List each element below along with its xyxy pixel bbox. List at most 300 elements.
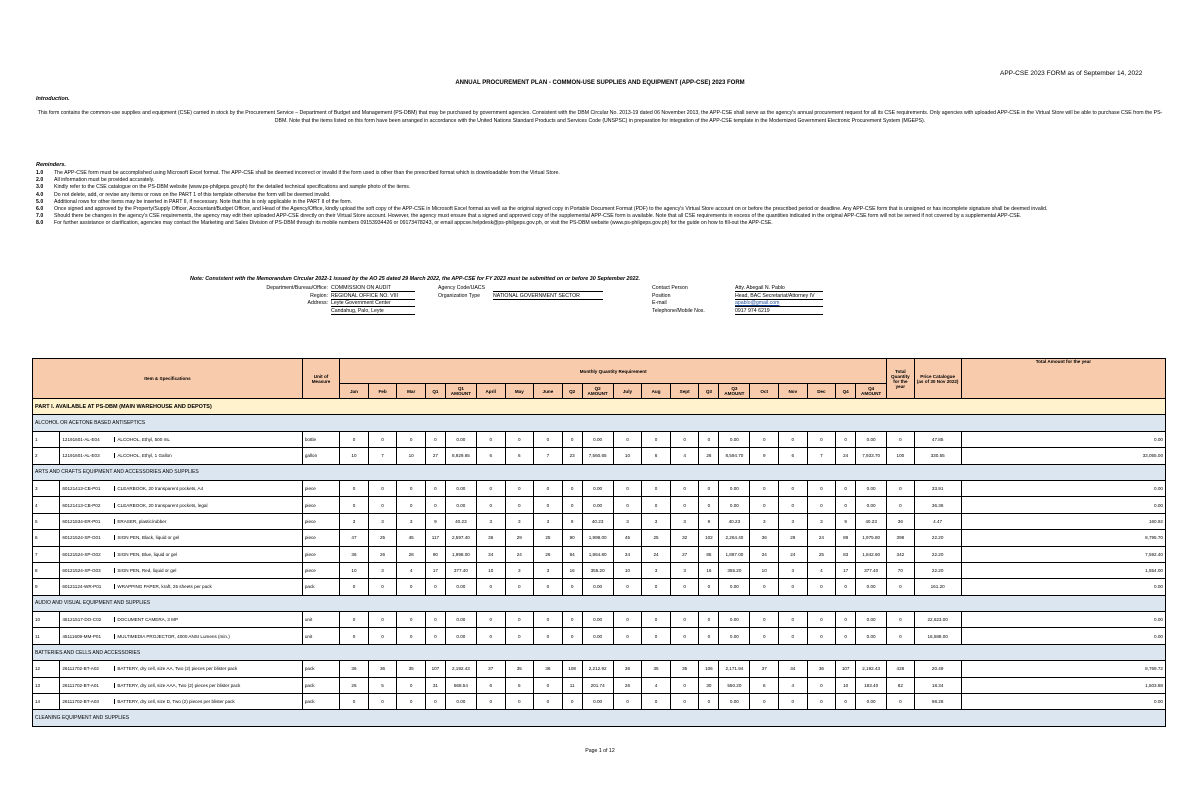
quantity-cell[interactable]: 0.00	[582, 480, 613, 496]
quantity-cell[interactable]: 3	[779, 513, 808, 529]
quantity-cell[interactable]: 0	[750, 694, 779, 710]
quantity-cell[interactable]: 23	[562, 448, 582, 464]
quantity-cell[interactable]: 0.00	[582, 612, 613, 628]
quantity-cell[interactable]: 9	[836, 513, 856, 529]
quantity-cell[interactable]: 3	[368, 513, 397, 529]
quantity-cell[interactable]: 3	[642, 562, 671, 578]
unit-of-measure: pack	[302, 694, 339, 710]
contact-field[interactable]: Atty. Abegail N. Pablo	[735, 285, 823, 292]
quantity-cell[interactable]: 0	[613, 694, 642, 710]
quantity-cell[interactable]: 24	[807, 530, 836, 546]
quantity-cell[interactable]: 3	[534, 562, 563, 578]
quantity-cell[interactable]: 0.00	[582, 628, 613, 644]
quantity-cell[interactable]: 36	[340, 661, 369, 677]
quantity-cell[interactable]: 0	[340, 480, 369, 496]
quantity-cell[interactable]: 0.00	[445, 628, 476, 644]
quantity-cell[interactable]: 0	[670, 431, 699, 447]
quantity-cell[interactable]: 0	[699, 579, 719, 595]
quantity-cell[interactable]: 6	[750, 677, 779, 693]
quantity-cell[interactable]: 0	[397, 579, 426, 595]
quantity-cell[interactable]: 0	[562, 480, 582, 496]
quantity-cell[interactable]: 6	[505, 448, 534, 464]
org-type-field[interactable]: NATIONAL GOVERNMENT SECTOR	[493, 293, 603, 300]
quantity-cell[interactable]: 0	[397, 694, 426, 710]
quantity-cell[interactable]: 4	[642, 677, 671, 693]
quantity-cell[interactable]: 3	[613, 513, 642, 529]
quantity-cell[interactable]: 0	[562, 628, 582, 644]
quantity-cell[interactable]: 0	[476, 694, 505, 710]
quantity-cell[interactable]: 0	[340, 612, 369, 628]
quantity-cell[interactable]: 31	[425, 677, 445, 693]
quantity-cell[interactable]: 0	[779, 480, 808, 496]
quantity-cell[interactable]: 0.00	[856, 431, 887, 447]
quantity-cell[interactable]: 0	[534, 612, 563, 628]
quantity-cell[interactable]: 0	[425, 480, 445, 496]
quantity-cell[interactable]: 6	[476, 448, 505, 464]
quantity-cell[interactable]: 0	[368, 628, 397, 644]
quantity-cell[interactable]: 0	[476, 628, 505, 644]
quantity-cell[interactable]: 3	[670, 562, 699, 578]
quantity-cell[interactable]: 0.00	[719, 612, 750, 628]
quantity-cell[interactable]: 377.40	[445, 562, 476, 578]
page-title: ANNUAL PROCUREMENT PLAN - COMMON-USE SUPPLIES AND EQUIPMENT (APP-CSE) 2023 FORM	[455, 80, 745, 86]
quantity-cell[interactable]: 7	[534, 448, 563, 464]
quantity-cell[interactable]: 0	[340, 694, 369, 710]
quantity-cell[interactable]: 0	[807, 628, 836, 644]
quantity-cell[interactable]: 37	[476, 661, 505, 677]
quantity-cell[interactable]: 10	[340, 448, 369, 464]
quantity-cell[interactable]: 24	[779, 546, 808, 562]
quantity-cell[interactable]: 0	[505, 612, 534, 628]
quantity-cell[interactable]: 40.23	[719, 513, 750, 529]
quantity-cell[interactable]: 40.23	[856, 513, 887, 529]
quantity-cell[interactable]: 0.00	[719, 480, 750, 496]
quantity-cell[interactable]: 8,929.65	[445, 448, 476, 464]
quantity-cell[interactable]: 0	[368, 431, 397, 447]
quantity-cell[interactable]: 0	[534, 480, 563, 496]
quantity-cell[interactable]: 85	[699, 546, 719, 562]
quantity-cell[interactable]: 40.23	[582, 513, 613, 529]
quantity-cell[interactable]: 0	[642, 579, 671, 595]
quantity-cell[interactable]: 1,887.00	[719, 546, 750, 562]
quantity-cell[interactable]: 0.00	[445, 579, 476, 595]
quantity-cell[interactable]: 3	[505, 562, 534, 578]
quantity-cell[interactable]: 2,264.40	[719, 530, 750, 546]
quantity-cell[interactable]: 0.00	[445, 480, 476, 496]
quantity-cell[interactable]: 0	[425, 612, 445, 628]
quantity-cell[interactable]: 4	[397, 562, 426, 578]
quantity-cell[interactable]: 36	[807, 661, 836, 677]
quantity-cell[interactable]: 0	[750, 497, 779, 513]
quantity-cell[interactable]: 90	[562, 530, 582, 546]
quantity-cell[interactable]: 2,192.43	[445, 661, 476, 677]
quantity-cell[interactable]: 0.00	[719, 497, 750, 513]
quantity-cell[interactable]: 0	[613, 431, 642, 447]
quantity-cell[interactable]: 0	[670, 497, 699, 513]
quantity-cell[interactable]: 0	[340, 431, 369, 447]
quantity-cell[interactable]: 3	[340, 513, 369, 529]
quantity-cell[interactable]: 17	[425, 562, 445, 578]
quantity-cell[interactable]: 183.40	[856, 677, 887, 693]
quantity-cell[interactable]: 9	[562, 513, 582, 529]
quantity-cell[interactable]: 0	[779, 579, 808, 595]
quantity-cell[interactable]: 0	[836, 480, 856, 496]
quantity-cell[interactable]: 0	[613, 480, 642, 496]
category-label: BATTERIES AND CELLS AND ACCESSORIES	[33, 644, 1166, 660]
quantity-cell[interactable]: 550.20	[719, 677, 750, 693]
quantity-cell[interactable]: 2,597.40	[445, 530, 476, 546]
quantity-cell[interactable]: 35	[505, 661, 534, 677]
quantity-cell[interactable]: 0	[562, 612, 582, 628]
quantity-cell[interactable]: 3	[397, 513, 426, 529]
quantity-cell[interactable]: 0	[368, 579, 397, 595]
quantity-cell[interactable]: 0	[836, 612, 856, 628]
reminder-number: 4.0	[36, 191, 44, 198]
quantity-cell[interactable]: 355.20	[719, 562, 750, 578]
quantity-cell[interactable]: 0	[699, 694, 719, 710]
quantity-cell[interactable]: 25	[642, 530, 671, 546]
quantity-cell[interactable]: 0	[642, 480, 671, 496]
quantity-cell[interactable]: 0.00	[856, 612, 887, 628]
quantity-cell[interactable]: 25	[807, 546, 836, 562]
quantity-cell[interactable]: 0	[836, 694, 856, 710]
quantity-cell[interactable]: 29	[505, 530, 534, 546]
quantity-cell[interactable]: 0.00	[445, 694, 476, 710]
quantity-cell[interactable]: 3	[534, 513, 563, 529]
quantity-cell[interactable]: 0	[476, 497, 505, 513]
quantity-cell[interactable]: 0	[368, 480, 397, 496]
quantity-cell[interactable]: 0.00	[582, 497, 613, 513]
quantity-cell[interactable]: 8,594.70	[719, 448, 750, 464]
quantity-cell[interactable]: 7,933.70	[856, 448, 887, 464]
address-field[interactable]: Leyte Government Center	[331, 300, 415, 307]
quantity-cell[interactable]: 7	[807, 448, 836, 464]
quantity-cell[interactable]: 0	[425, 694, 445, 710]
quantity-cell[interactable]: 47	[340, 530, 369, 546]
quantity-cell[interactable]: 0.00	[719, 431, 750, 447]
quantity-cell[interactable]: 29	[779, 530, 808, 546]
quantity-cell[interactable]: 107	[836, 661, 856, 677]
quantity-cell[interactable]: 0	[642, 628, 671, 644]
quantity-cell[interactable]: 0	[807, 677, 836, 693]
quantity-cell[interactable]: 0.00	[856, 579, 887, 595]
quantity-cell[interactable]: 10	[613, 562, 642, 578]
quantity-cell[interactable]: 0	[397, 612, 426, 628]
quantity-cell[interactable]: 0	[397, 628, 426, 644]
quantity-cell[interactable]: 1,998.00	[445, 546, 476, 562]
quantity-cell[interactable]: 0	[397, 431, 426, 447]
quantity-cell[interactable]: 37	[750, 661, 779, 677]
contact-label: Contact Person	[652, 285, 688, 291]
quantity-cell[interactable]: 0	[699, 628, 719, 644]
quantity-cell[interactable]: 16	[699, 562, 719, 578]
quantity-cell[interactable]: 0	[807, 694, 836, 710]
quantity-cell[interactable]: 0	[779, 497, 808, 513]
item-code: 12191601-AL-E04	[60, 437, 115, 442]
quantity-cell[interactable]: 108	[562, 661, 582, 677]
quantity-cell[interactable]: 0	[476, 612, 505, 628]
quantity-cell[interactable]: 10	[750, 562, 779, 578]
quantity-cell[interactable]: 6	[779, 448, 808, 464]
quantity-cell[interactable]: 0	[670, 612, 699, 628]
quantity-cell[interactable]: 0	[505, 480, 534, 496]
quantity-cell[interactable]: 0	[807, 480, 836, 496]
quantity-cell[interactable]: 0	[779, 628, 808, 644]
quantity-cell[interactable]: 0	[425, 628, 445, 644]
quantity-cell[interactable]: 0	[562, 497, 582, 513]
quantity-cell[interactable]: 3	[670, 513, 699, 529]
region-field[interactable]: REGIONAL OFFICE NO. VIII	[331, 293, 415, 300]
quantity-cell[interactable]: 16	[562, 562, 582, 578]
quantity-cell[interactable]: 2,171.94	[719, 661, 750, 677]
quantity-cell[interactable]: 0	[476, 579, 505, 595]
quantity-cell[interactable]: 0	[534, 431, 563, 447]
quantity-cell[interactable]: 0	[505, 579, 534, 595]
quantity-cell[interactable]: 102	[699, 530, 719, 546]
quantity-cell[interactable]: 106	[699, 661, 719, 677]
quantity-cell[interactable]: 17	[836, 562, 856, 578]
quantity-cell[interactable]: 0	[836, 579, 856, 595]
quantity-cell[interactable]: 10	[476, 562, 505, 578]
quantity-cell[interactable]: 27	[670, 546, 699, 562]
quantity-cell[interactable]: 35	[670, 661, 699, 677]
quantity-cell[interactable]: 26	[699, 448, 719, 464]
quantity-cell[interactable]: 0	[505, 497, 534, 513]
quantity-cell[interactable]: 36	[476, 530, 505, 546]
quantity-cell[interactable]: 0	[340, 497, 369, 513]
quantity-cell[interactable]: 0	[750, 480, 779, 496]
quantity-cell[interactable]: 36	[750, 530, 779, 546]
quantity-cell[interactable]: 26	[368, 546, 397, 562]
quantity-cell[interactable]: 9	[699, 513, 719, 529]
quantity-cell[interactable]: 5	[505, 677, 534, 693]
quantity-cell[interactable]: 10	[397, 448, 426, 464]
quantity-cell[interactable]: 0	[699, 612, 719, 628]
quantity-cell[interactable]: 0	[476, 431, 505, 447]
quantity-cell[interactable]: 10	[836, 677, 856, 693]
quantity-cell[interactable]: 355.20	[582, 562, 613, 578]
quantity-cell[interactable]: 0.00	[719, 628, 750, 644]
quantity-cell[interactable]: 0	[836, 497, 856, 513]
category-row	[33, 644, 1166, 660]
quantity-cell[interactable]: 45	[613, 530, 642, 546]
quantity-cell[interactable]: 0.00	[719, 579, 750, 595]
quantity-cell[interactable]: 0	[670, 628, 699, 644]
quantity-cell[interactable]: 0	[642, 431, 671, 447]
quantity-cell[interactable]: 0	[670, 579, 699, 595]
quantity-cell[interactable]: 0.00	[445, 431, 476, 447]
quantity-cell[interactable]: 0.00	[856, 694, 887, 710]
quantity-cell[interactable]: 0.00	[445, 612, 476, 628]
quantity-cell[interactable]: 26	[340, 677, 369, 693]
quantity-cell[interactable]: 0	[562, 694, 582, 710]
quantity-cell[interactable]: 0	[699, 497, 719, 513]
quantity-cell[interactable]: 1,842.60	[856, 546, 887, 562]
quantity-cell[interactable]: 3	[642, 513, 671, 529]
quantity-cell[interactable]: 3	[368, 562, 397, 578]
quantity-cell[interactable]: 0	[534, 628, 563, 644]
quantity-cell[interactable]: 0	[807, 431, 836, 447]
quantity-cell[interactable]: 0	[642, 497, 671, 513]
quantity-cell[interactable]: 0	[562, 579, 582, 595]
quantity-cell[interactable]: 0.00	[582, 431, 613, 447]
quantity-cell[interactable]: 0	[562, 431, 582, 447]
quantity-cell[interactable]: 26	[534, 546, 563, 562]
quantity-cell[interactable]: 0	[613, 612, 642, 628]
quantity-cell[interactable]: 0	[613, 628, 642, 644]
quantity-cell[interactable]: 36	[534, 661, 563, 677]
agency-code-field[interactable]	[493, 285, 603, 292]
quantity-cell[interactable]: 83	[836, 546, 856, 562]
quantity-cell[interactable]: 0	[397, 497, 426, 513]
quantity-cell[interactable]: 11	[562, 677, 582, 693]
quantity-cell[interactable]: 0	[642, 612, 671, 628]
quantity-cell[interactable]: 4	[807, 562, 836, 578]
quantity-cell[interactable]: 0	[836, 628, 856, 644]
price: 22,623.00	[914, 612, 961, 628]
quantity-cell[interactable]: 568.54	[445, 677, 476, 693]
quantity-cell[interactable]: 5	[368, 677, 397, 693]
quantity-cell[interactable]: 0	[670, 694, 699, 710]
quantity-cell[interactable]: 2,212.92	[582, 661, 613, 677]
quantity-cell[interactable]: 0	[779, 612, 808, 628]
quantity-cell[interactable]: 0.00	[856, 480, 887, 496]
quantity-cell[interactable]: 28	[397, 546, 426, 562]
quantity-cell[interactable]: 45	[397, 530, 426, 546]
quantity-cell[interactable]: 0	[368, 497, 397, 513]
quantity-cell[interactable]: 0	[505, 628, 534, 644]
quantity-cell[interactable]: 24	[642, 546, 671, 562]
quantity-cell[interactable]: 107	[425, 661, 445, 677]
quantity-cell[interactable]: 0	[807, 497, 836, 513]
quantity-cell[interactable]: 0.00	[856, 628, 887, 644]
quantity-cell[interactable]: 0	[534, 497, 563, 513]
quantity-cell[interactable]: 9	[750, 448, 779, 464]
quantity-cell[interactable]: 26	[613, 677, 642, 693]
quantity-cell[interactable]: 0	[505, 431, 534, 447]
quantity-cell[interactable]: 0	[476, 480, 505, 496]
quantity-cell[interactable]: 40.23	[445, 513, 476, 529]
quantity-cell[interactable]: 0	[613, 497, 642, 513]
quantity-cell[interactable]: 7,560.65	[582, 448, 613, 464]
quantity-cell[interactable]: 4	[779, 677, 808, 693]
quantity-cell[interactable]: 27	[425, 448, 445, 464]
quantity-cell[interactable]: 0	[699, 480, 719, 496]
quantity-cell[interactable]: 0	[750, 628, 779, 644]
quantity-cell[interactable]: 35	[397, 661, 426, 677]
quantity-cell[interactable]: 34	[476, 546, 505, 562]
quantity-cell[interactable]: 0.00	[582, 579, 613, 595]
quantity-cell[interactable]: 36	[613, 661, 642, 677]
quantity-cell[interactable]: 84	[562, 546, 582, 562]
quantity-cell[interactable]: 30	[699, 677, 719, 693]
quantity-cell[interactable]: 0	[368, 612, 397, 628]
quantity-cell[interactable]: 6	[476, 677, 505, 693]
quantity-cell[interactable]: 32	[670, 530, 699, 546]
quantity-cell[interactable]: 0	[505, 694, 534, 710]
quantity-cell[interactable]: 0	[368, 694, 397, 710]
quantity-cell[interactable]: 117	[425, 530, 445, 546]
quantity-cell[interactable]: 34	[613, 546, 642, 562]
tel-field[interactable]: 0917 974 6219	[735, 308, 823, 315]
quantity-cell[interactable]: 377.40	[856, 562, 887, 578]
quantity-cell[interactable]: 4	[670, 448, 699, 464]
quantity-cell[interactable]: 0	[750, 612, 779, 628]
quantity-cell[interactable]: 1,998.00	[582, 530, 613, 546]
quantity-cell[interactable]: 3	[807, 513, 836, 529]
quantity-cell[interactable]: 0	[642, 694, 671, 710]
quantity-cell[interactable]: 3	[750, 513, 779, 529]
quantity-cell[interactable]: 0.00	[856, 497, 887, 513]
quantity-cell[interactable]: 0	[750, 431, 779, 447]
quantity-cell[interactable]: 1,975.80	[856, 530, 887, 546]
quantity-cell[interactable]: 0	[779, 694, 808, 710]
quantity-cell[interactable]: 1,864.80	[582, 546, 613, 562]
quantity-cell[interactable]: 3	[505, 513, 534, 529]
quantity-cell[interactable]: 0	[397, 480, 426, 496]
quantity-cell[interactable]: 36	[368, 661, 397, 677]
quantity-cell[interactable]: 0	[397, 677, 426, 693]
quantity-cell[interactable]: 0	[425, 497, 445, 513]
dept-field[interactable]: COMMISSION ON AUDIT	[331, 285, 415, 292]
quantity-cell[interactable]: 0	[807, 579, 836, 595]
quantity-cell[interactable]: 0	[750, 579, 779, 595]
quantity-cell[interactable]: 25	[534, 530, 563, 546]
quantity-cell[interactable]: 0	[779, 431, 808, 447]
quantity-cell[interactable]: 24	[836, 448, 856, 464]
quantity-cell[interactable]: 0.00	[445, 497, 476, 513]
quantity-cell[interactable]: 3	[779, 562, 808, 578]
quantity-cell[interactable]: 90	[425, 546, 445, 562]
quantity-cell[interactable]: 0	[340, 579, 369, 595]
quantity-cell[interactable]: 201.74	[582, 677, 613, 693]
quantity-cell[interactable]: 34	[750, 546, 779, 562]
quantity-cell[interactable]: 2,192.43	[856, 661, 887, 677]
quantity-cell[interactable]: 89	[836, 530, 856, 546]
quantity-cell[interactable]: 7	[368, 448, 397, 464]
quantity-cell[interactable]: 10	[340, 562, 369, 578]
quantity-cell[interactable]: 0	[670, 677, 699, 693]
quantity-cell[interactable]: 0	[613, 579, 642, 595]
quantity-cell[interactable]: 0	[534, 677, 563, 693]
quantity-cell[interactable]: 0.00	[719, 694, 750, 710]
quantity-cell[interactable]: 0	[425, 431, 445, 447]
quantity-cell[interactable]: 25	[368, 530, 397, 546]
quantity-cell[interactable]: 36	[340, 546, 369, 562]
quantity-cell[interactable]: 3	[476, 513, 505, 529]
quantity-cell[interactable]: 0	[836, 431, 856, 447]
position-field[interactable]: Head, BAC Secretariat/Attorney IV	[735, 293, 823, 300]
quantity-cell[interactable]: 0.00	[582, 694, 613, 710]
quantity-cell[interactable]: 0	[425, 579, 445, 595]
quantity-cell[interactable]: 10	[613, 448, 642, 464]
quantity-cell[interactable]: 9	[425, 513, 445, 529]
reminder-item	[36, 170, 1166, 177]
quantity-cell[interactable]: 0	[670, 480, 699, 496]
quantity-cell[interactable]: 0	[534, 694, 563, 710]
table-row	[33, 661, 1166, 677]
quantity-cell[interactable]: 24	[505, 546, 534, 562]
quantity-cell[interactable]: 0	[699, 431, 719, 447]
quantity-cell[interactable]: 34	[779, 661, 808, 677]
quantity-cell[interactable]: 0	[807, 612, 836, 628]
address-field-2[interactable]: Candahug, Palo, Leyte	[331, 308, 415, 315]
quantity-cell[interactable]: 0	[534, 579, 563, 595]
quantity-cell[interactable]: 6	[642, 448, 671, 464]
quantity-cell[interactable]: 0	[340, 628, 369, 644]
quantity-cell[interactable]: 35	[642, 661, 671, 677]
email-field[interactable]: apablo@gmail.com	[735, 300, 823, 307]
